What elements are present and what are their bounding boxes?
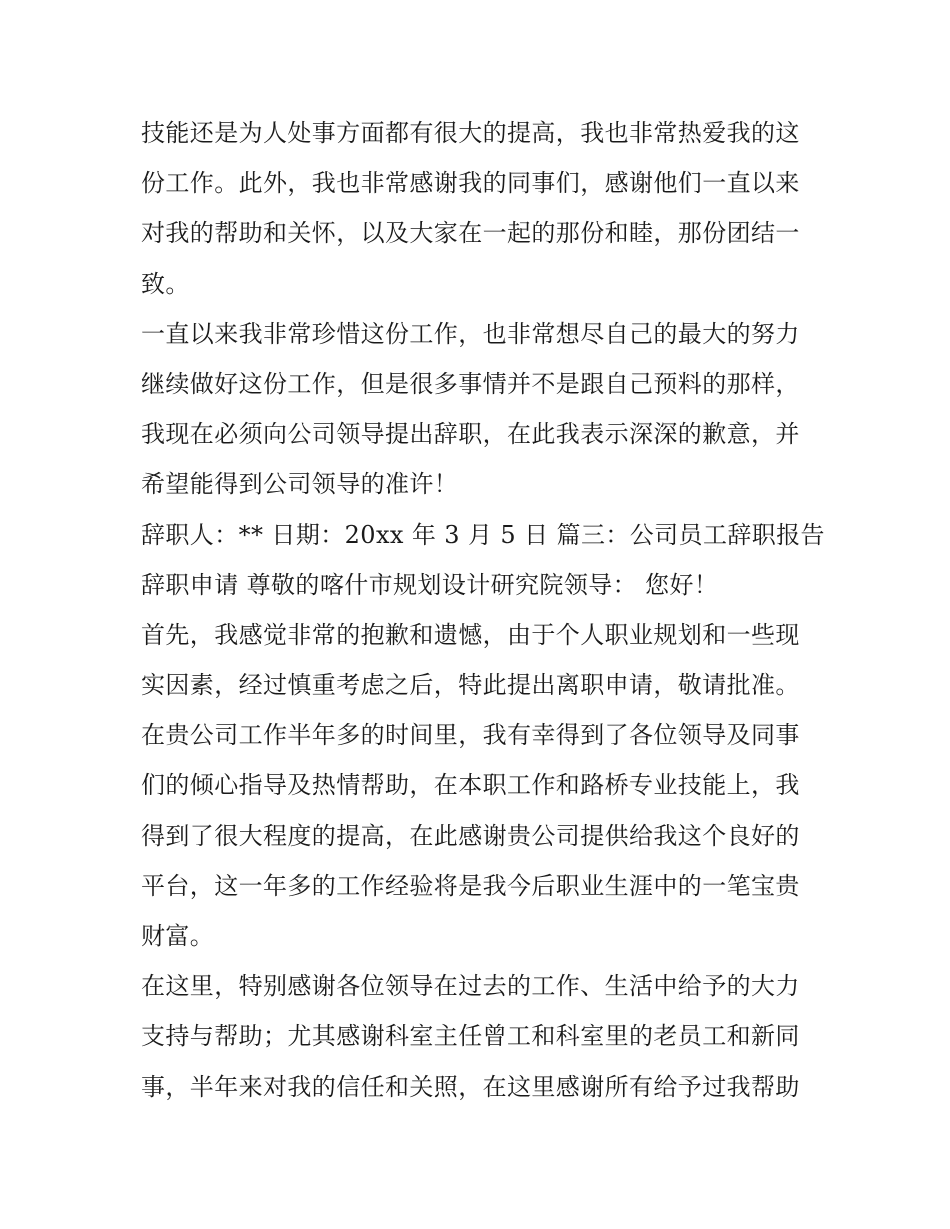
text-line: 在贵公司工作半年多的时间里，我有幸得到了各位领导及同事 <box>141 721 800 750</box>
text-line: 在这里，特别感谢各位领导在过去的工作、生活中给予的大力 <box>141 972 800 1001</box>
text-line: 份工作。此外，我也非常感谢我的同事们，感谢他们一直以来 <box>141 169 800 198</box>
signature-date-line: 辞职人：** 日期：20xx 年 3 月 5 日 篇三：公司员工辞职报告 <box>141 520 825 549</box>
text-line: 财富。 <box>141 922 215 950</box>
text-line: 首先，我感觉非常的抱歉和遗憾，由于个人职业规划和一些现 <box>141 620 800 649</box>
text-line: 实因素，经过慎重考虑之后，特此提出离职申请，敬请批准。 <box>141 671 800 700</box>
text-line: 平台，这一年多的工作经验将是我今后职业生涯中的一笔宝贵 <box>141 871 800 900</box>
text-line: 得到了很大程度的提高，在此感谢贵公司提供给我这个良好的 <box>141 821 800 850</box>
text-line: 我现在必须向公司领导提出辞职，在此我表示深深的歉意，并 <box>141 420 800 449</box>
document-body <box>141 108 825 1112</box>
text-line: 希望能得到公司领导的准许！ <box>141 470 459 499</box>
text-line: 继续做好这份工作，但是很多事情并不是跟自己预料的那样， <box>141 369 800 398</box>
text-line: 们的倾心指导及热情帮助，在本职工作和路桥专业技能上，我 <box>141 771 800 800</box>
text-line: 支持与帮助；尤其感谢科室主任曾工和科室里的老员工和新同 <box>141 1022 800 1051</box>
text-line: 致。 <box>141 269 190 298</box>
text-line: 事，半年来对我的信任和关照，在这里感谢所有给予过我帮助 <box>141 1072 800 1101</box>
text-line: 一直以来我非常珍惜这份工作，也非常想尽自己的最大的努力 <box>141 319 800 348</box>
salutation-line: 辞职申请 尊敬的喀什市规划设计研究院领导： 您好！ <box>141 570 719 599</box>
text-line: 对我的帮助和关怀，以及大家在一起的那份和睦，那份团结一 <box>141 219 800 248</box>
text-line: 技能还是为人处事方面都有很大的提高，我也非常热爱我的这 <box>141 119 800 147</box>
